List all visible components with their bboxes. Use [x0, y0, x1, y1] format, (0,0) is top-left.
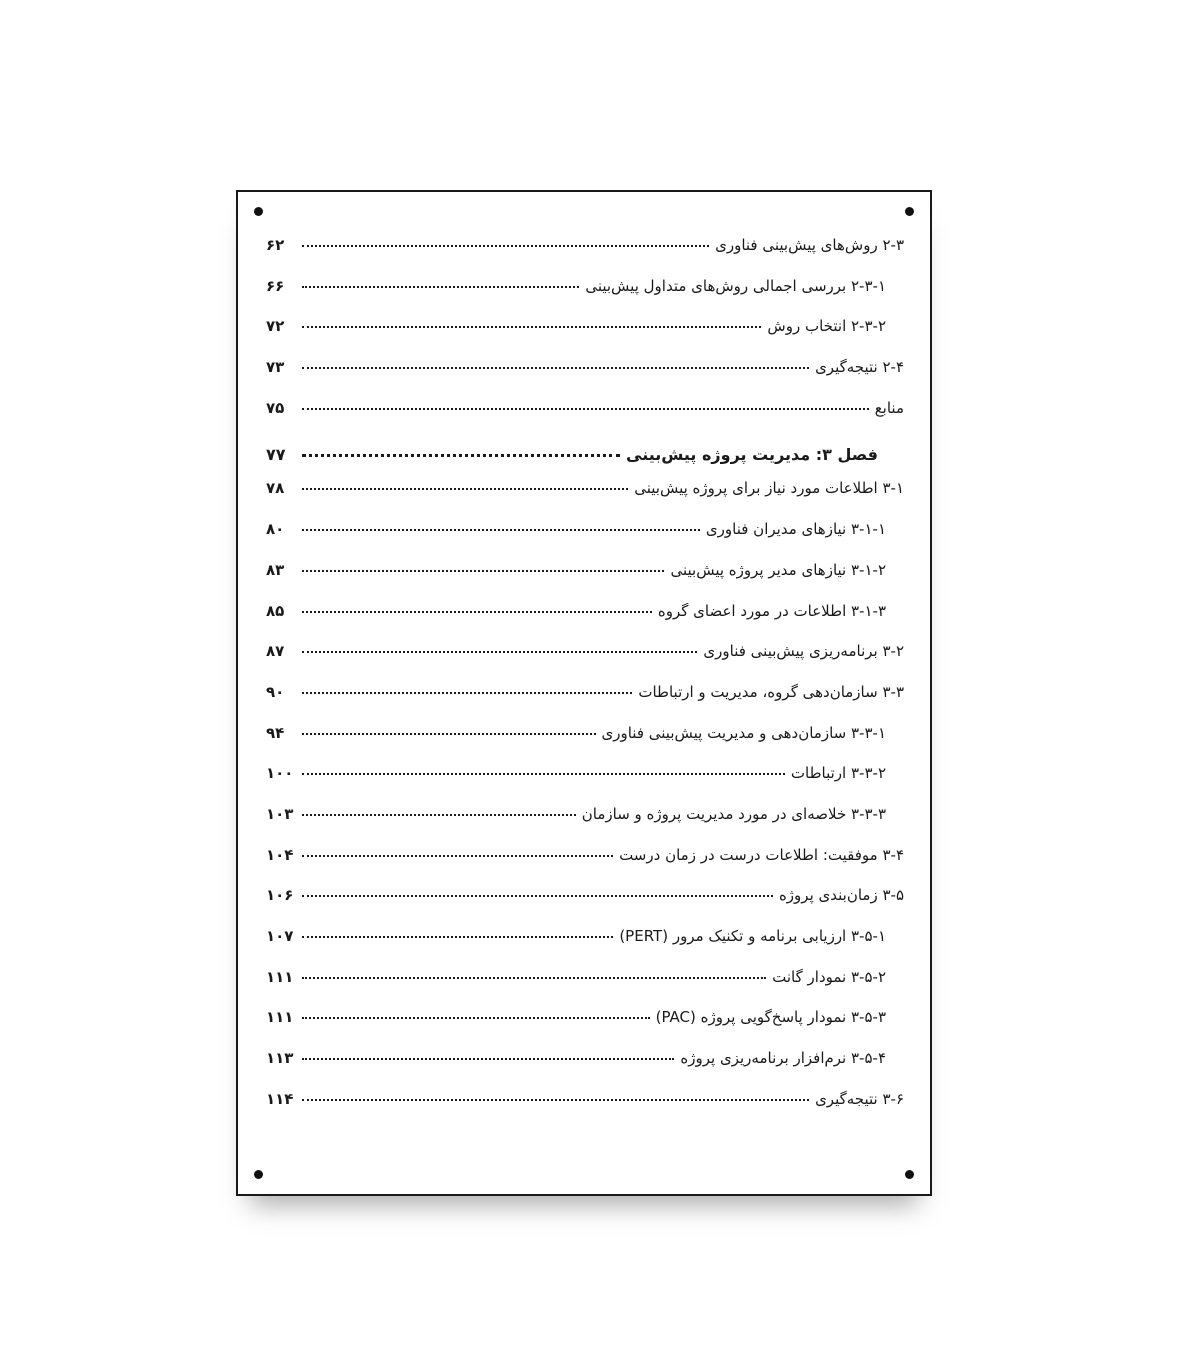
- dot-leader: [302, 454, 620, 457]
- toc-chapter-heading: [266, 439, 904, 483]
- dot-leader: [302, 367, 809, 369]
- dot-leader: [302, 651, 697, 653]
- toc-entry: [266, 236, 904, 277]
- toc-entry-page: ۱۱۳: [266, 1049, 294, 1068]
- toc-entry-page: ۱۱۱: [266, 1008, 294, 1027]
- dot-leader: [302, 733, 596, 735]
- toc-entry-title: ۳-۱-۳ اطلاعات در مورد اعضای گروه: [657, 601, 886, 620]
- toc-entry-page: ۱۱۱: [266, 967, 294, 986]
- toc-entry: [266, 805, 904, 846]
- dot-leader: [302, 814, 576, 816]
- table-of-contents: [266, 236, 904, 1130]
- toc-entry: [266, 277, 904, 318]
- toc-entry-page: ۱۰۶: [266, 886, 294, 905]
- corner-dot-icon: [254, 207, 263, 216]
- dot-leader: [302, 855, 613, 857]
- corner-dot-icon: [905, 207, 914, 216]
- dot-leader: [302, 1058, 674, 1060]
- toc-entry-page: ۶۶: [266, 276, 285, 295]
- toc-entry: [266, 724, 904, 765]
- toc-entry: [266, 886, 904, 927]
- toc-entry: [266, 479, 904, 520]
- toc-entry-page: ۹۴: [266, 723, 285, 742]
- toc-entry: [266, 561, 904, 602]
- toc-entry-page: ۷۷: [266, 445, 286, 465]
- dot-leader: [302, 408, 869, 410]
- toc-entry-page: ۷۳: [266, 358, 285, 377]
- dot-leader: [302, 1017, 650, 1019]
- toc-entry: [266, 602, 904, 643]
- toc-entry-title: ۲-۳-۱ بررسی اجمالی روش‌های متداول پیش‌بینی: [585, 276, 886, 295]
- toc-entry-title: ۳-۵-۳ نمودار پاسخ‌گویی پروژه (PAC): [655, 1008, 886, 1027]
- toc-entry-title: ۳-۲ برنامه‌ریزی پیش‌بینی فناوری: [703, 642, 904, 661]
- toc-entry: [266, 1008, 904, 1049]
- toc-entry-title: ۳-۴ موفقیت: اطلاعات درست در زمان درست: [619, 845, 904, 864]
- toc-entry: [266, 846, 904, 887]
- toc-entry-title: ۲-۳ روش‌های پیش‌بینی فناوری: [715, 236, 904, 254]
- document-page: [236, 190, 932, 1196]
- toc-entry-title: ۲-۴ نتیجه‌گیری: [815, 358, 904, 377]
- toc-entry-page: ۶۲: [266, 236, 285, 254]
- dot-leader: [302, 936, 613, 938]
- dot-leader: [302, 977, 766, 979]
- corner-dot-icon: [905, 1170, 914, 1179]
- toc-entry-page: ۱۰۳: [266, 804, 294, 823]
- toc-entry-title: فصل ۳: مدیریت پروژه پیش‌بینی: [626, 445, 878, 465]
- toc-entry: [266, 358, 904, 399]
- toc-entry-page: ۸۷: [266, 642, 285, 661]
- dot-leader: [302, 692, 632, 694]
- toc-entry: [266, 1090, 904, 1131]
- toc-entry: [266, 968, 904, 1009]
- toc-entry-page: ۷۸: [266, 479, 285, 498]
- toc-entry-title: ۳-۳ سازمان‌دهی گروه، مدیریت و ارتباطات: [638, 682, 904, 701]
- dot-leader: [302, 326, 761, 328]
- toc-entry-title: ۳-۳-۱ سازمان‌دهی و مدیریت پیش‌بینی فناوری: [601, 723, 886, 742]
- toc-entry-page: ۱۰۰: [266, 764, 294, 783]
- toc-entry-title: ۳-۳-۳ خلاصه‌ای در مورد مدیریت پروژه و سازمان: [581, 804, 886, 823]
- toc-entry: [266, 317, 904, 358]
- corner-dot-icon: [254, 1170, 263, 1179]
- dot-leader: [302, 529, 700, 531]
- toc-entry-page: ۸۳: [266, 560, 285, 579]
- dot-leader: [302, 488, 628, 490]
- toc-entry-page: ۷۵: [266, 398, 285, 417]
- toc-entry-title: ۳-۶ نتیجه‌گیری: [815, 1089, 904, 1108]
- toc-entry: [266, 764, 904, 805]
- toc-entry: [266, 927, 904, 968]
- toc-entry: [266, 399, 904, 440]
- toc-entry-title: ۳-۵-۱ ارزیابی برنامه و تکنیک مرور (PERT): [619, 927, 886, 945]
- toc-entry-title: ۳-۱-۲ نیازهای مدیر پروژه پیش‌بینی: [670, 560, 886, 579]
- toc-entry: [266, 1049, 904, 1090]
- toc-entry-title: ۳-۵-۲ نمودار گانت: [772, 967, 886, 986]
- toc-entry-title: ۳-۵ زمان‌بندی پروژه: [778, 886, 904, 905]
- toc-entry-page: ۷۲: [266, 317, 285, 336]
- toc-entry-title: ۳-۱-۱ نیازهای مدیران فناوری: [705, 520, 886, 539]
- dot-leader: [302, 570, 664, 572]
- toc-entry: [266, 642, 904, 683]
- toc-entry-page: ۱۱۴: [266, 1089, 294, 1108]
- dot-leader: [302, 286, 579, 288]
- toc-entry-page: ۸۵: [266, 601, 285, 620]
- toc-entry-title: ۳-۵-۴ نرم‌افزار برنامه‌ریزی پروژه: [680, 1049, 886, 1068]
- toc-entry-page: ۱۰۴: [266, 845, 294, 864]
- dot-leader: [302, 1099, 809, 1101]
- dot-leader: [302, 773, 785, 775]
- toc-entry: [266, 520, 904, 561]
- toc-entry-page: ۹۰: [266, 682, 285, 701]
- toc-entry-page: ۱۰۷: [266, 927, 294, 945]
- toc-entry-title: منابع: [874, 398, 904, 417]
- dot-leader: [302, 895, 773, 897]
- dot-leader: [302, 245, 709, 247]
- toc-entry-title: ۳-۱ اطلاعات مورد نیاز برای پروژه پیش‌بینی: [634, 479, 904, 498]
- toc-entry-title: ۳-۳-۲ ارتباطات: [790, 764, 886, 783]
- toc-entry-page: ۸۰: [266, 520, 285, 539]
- toc-entry: [266, 683, 904, 724]
- dot-leader: [302, 611, 652, 613]
- toc-entry-title: ۲-۳-۲ انتخاب روش: [767, 317, 886, 336]
